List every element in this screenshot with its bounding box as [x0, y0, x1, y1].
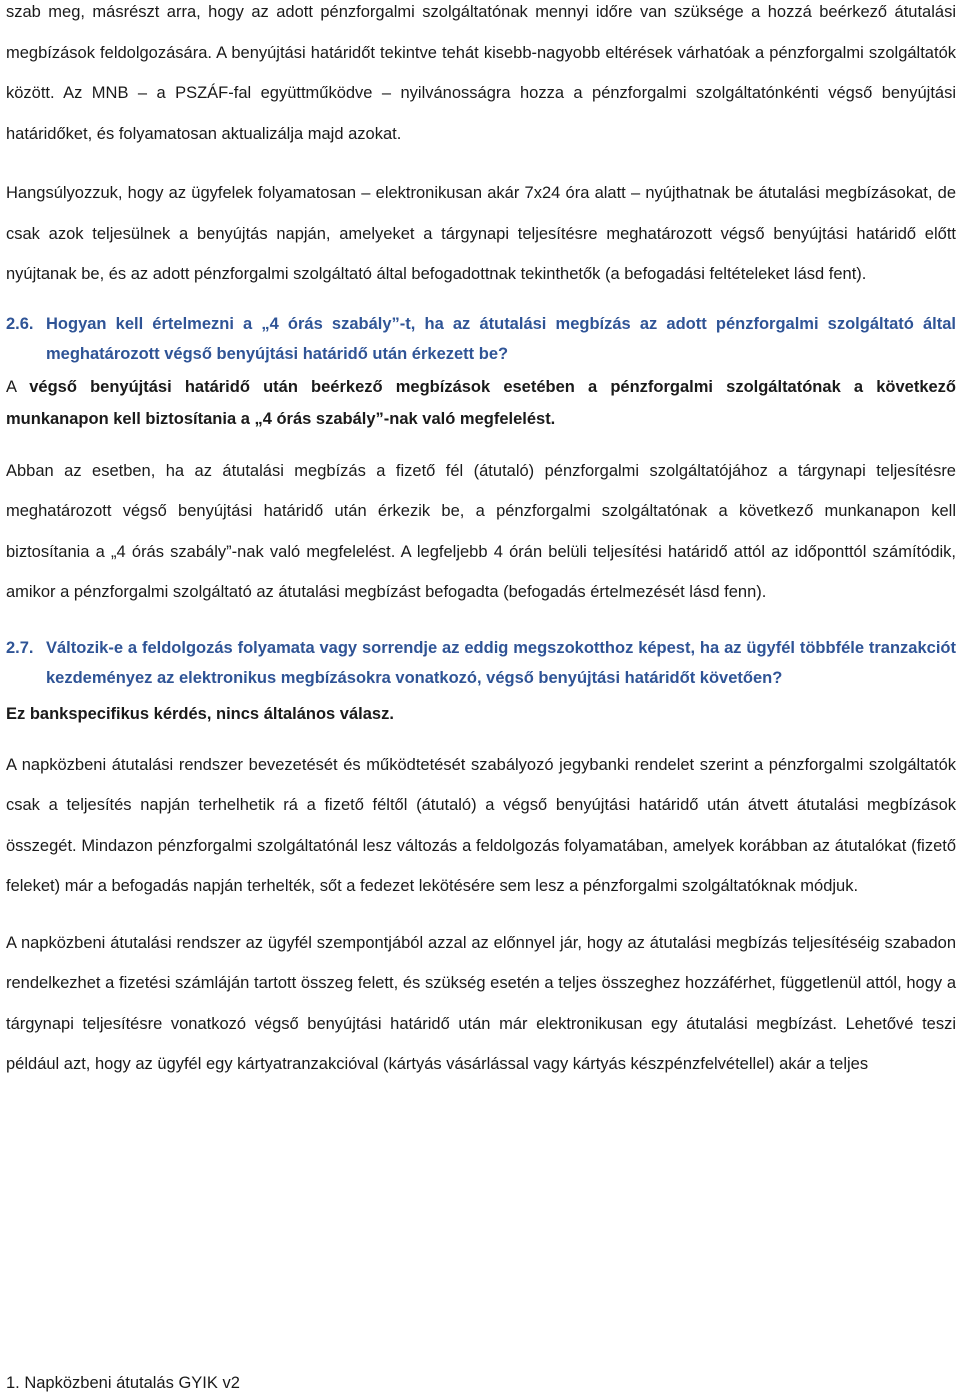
question-2-7-heading	[6, 633, 956, 693]
question-2-6-heading	[6, 309, 956, 369]
paragraph-customer-advantage: A napközbeni átutalási rendszer az ügyfél szempontjából azzal az előnnyel jár, hogy az átutalási megbízás teljesítéséig szabadon rendelkezhet a fizetési számláján tartott összeg felett, és szükség esetén a teljes összeghez hozzáférhet, függetlenül attól, hogy a tárgynapi teljesítésre vonatkozó végső benyújtási határidő után már elektronikusan egy átutalási megbízást. Lehetővé teszi például azt, hogy az ügyfél egy kártyatranzakcióval (kártyás vásárlással vagy kártyás készpénzfelvétellel) akár a teljes	[6, 933, 956, 1073]
question-title: Hogyan kell értelmezni a „4 órás szabály”-t, ha az átutalási megbízás az adott pénzforgalmi szolgáltató által meghatározott végső benyújtási határidő után érkezett be?	[46, 314, 956, 363]
question-number: 2.7.	[6, 638, 34, 657]
paragraph-4-hour-rule: Abban az esetben, ha az átutalási megbízás a fizető fél (átutaló) pénzforgalmi szolgáltatójához a tárgynapi teljesítésre meghatározott végső benyújtási határidő után érkezik be, a pénzforgalmi szolgáltatónak a következő munkanapon kell biztosítania a „4 órás szabály”-nak való megfelelést. A legfeljebb 4 órán belüli teljesítési határidő attól az időponttól számítódik, amikor a pénzforgalmi szolgáltató az átutalási megbízást befogadta (befogadás értelmezését lásd fenn).	[6, 461, 956, 601]
question-number: 2.6.	[6, 314, 34, 333]
answer-lead: A	[6, 377, 30, 396]
paragraph-continuous-submission: Hangsúlyozzuk, hogy az ügyfelek folyamatosan – elektronikusan akár 7x24 óra alatt – nyújthatnak be átutalási megbízásokat, de csak azok teljesülnek a benyújtás napján, amelyeket a tárgynapi teljesítésre meghatározott végső benyújtási határidő előtt nyújtanak be, és az adott pénzforgalmi szolgáltató által befogadottnak tekinthetők (a befogadási feltételeket lásd fent).	[6, 184, 956, 283]
question-title: Változik-e a feldolgozás folyamata vagy sorrendje az eddig megszokotthoz képest, ha az ügyfél többféle tranzakciót kezdeményez az elektronikus megbízásokra vonatkozó, végső benyújtási határidőt követően?	[46, 638, 956, 687]
answer-2-7-summary: Ez bankspecifikus kérdés, nincs általános válasz.	[6, 704, 394, 723]
answer-2-6-summary	[6, 371, 956, 435]
answer-bold: végső benyújtási határidő után beérkező megbízások esetében a pénzforgalmi szolgáltatónak a következő munkanapon kell biztosítania a „4 órás szabály”-nak való megfelelést.	[6, 377, 956, 428]
paragraph-cutoff-deadlines: szab meg, másrészt arra, hogy az adott pénzforgalmi szolgáltatónak mennyi időre van szüksége a hozzá beérkező átutalási megbízások feldolgozására. A benyújtási határidőt tekintve tehát kisebb-nagyobb eltérések várhatóak a pénzforgalmi szolgáltatók között. Az MNB – a PSZÁF-fal együttműködve – nyilvánosságra hozza a pénzforgalmi szolgáltatónkénti végső benyújtási határidőket, és folyamatosan aktualizálja majd azokat.	[6, 3, 956, 143]
paragraph-debit-timing: A napközbeni átutalási rendszer bevezetését és működtetését szabályozó jegybanki rendelet szerint a pénzforgalmi szolgáltatók csak a teljesítés napján terhelhetik rá a fizető féltől (átutaló) a végső benyújtási határidő után átvett átutalási megbízások összegét. Mindazon pénzforgalmi szolgáltatónál lesz változás a feldolgozás folyamatában, amelyek korábban az átutalókat (fizető feleket) már a befogadás napján terhelték, sőt a fedezet lekötésére sem lesz a pénzforgalmi szolgáltatóknak módjuk.	[6, 755, 956, 895]
page-footer: 1. Napközbeni átutalás GYIK v2	[6, 1374, 240, 1392]
document-page	[6, 0, 956, 1085]
